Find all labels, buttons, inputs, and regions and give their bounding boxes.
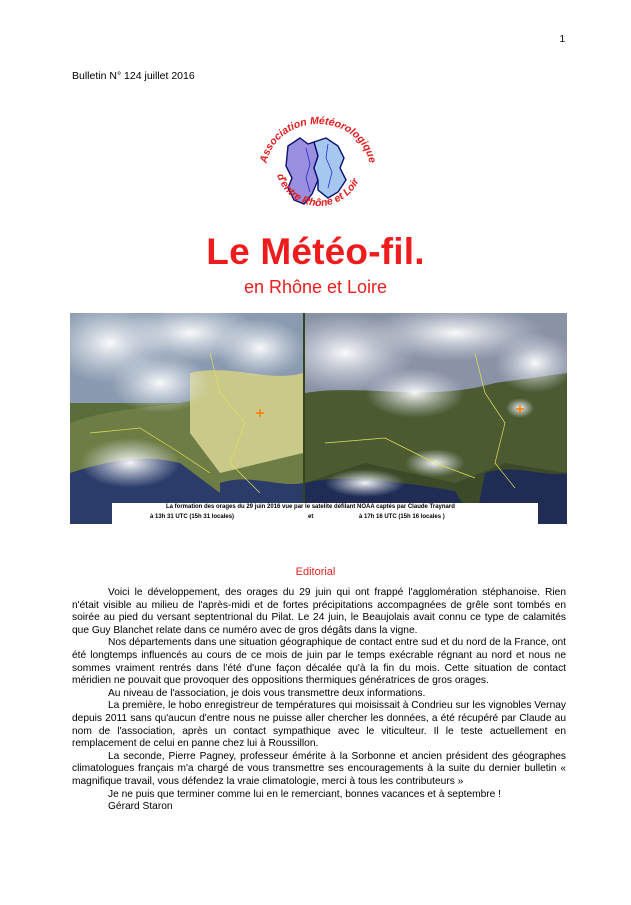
editorial-signature: Gérard Staron	[108, 801, 173, 813]
satellite-image-1331utc	[70, 313, 303, 524]
editorial-paragraph: La première, le hobo enregistreur de températures qui moisissait à Condrieu sur les vignobles Vernay depuis 2011 sans qu'aucun d'entre nous ne puisse aller chercher les données, a été récupéré par Claude au nom de l'association, après un contact sympathique avec le viticulteur. Il le teste actuellement en remplacement de celui en panne chez lui à Roussillon.	[72, 700, 566, 750]
caption-line-1: La formation des orages du 29 juin 2016 vue par le satelite défilant NOAA captés par Claude Traynard	[166, 504, 455, 510]
satellite-images	[70, 313, 567, 524]
caption-time-right: à 17h 16 UTC (15h 16 locales )	[359, 514, 445, 520]
bulletin-subtitle: en Rhône et Loire	[243, 277, 388, 297]
caption-connector: et	[308, 514, 314, 520]
logo-bottom-text: d'entre Rhône et Loir	[274, 171, 362, 210]
bulletin-title: Le Météo-fil.	[206, 231, 425, 272]
bulletin-header: Bulletin N° 124 juillet 2016	[72, 70, 195, 82]
association-logo	[248, 108, 388, 230]
editorial-paragraph: Au niveau de l'association, je dois vous transmettre deux informations.	[108, 687, 426, 699]
editorial-paragraph: Je ne puis que terminer comme lui en le remerciant, bonnes vacances et à septembre !	[108, 788, 501, 800]
satellite-image-1716utc	[305, 313, 567, 524]
editorial-heading: Editorial	[295, 566, 336, 578]
logo-top-text: Association Météorologique	[257, 114, 379, 165]
editorial-paragraph: Nos départements dans une situation géographique de contact entre sud et du nord de la France, ont été longtemps influencés au cours de ce mois de juin par le temps exécrable régnant au nord et nous ne sommes vraiment rentrés dans l'été d'une façon décalée qu'à la fin du mois. Cette situation de contact méridien ne pouvait que provoquer des oppositions thermiques génératrices de gros orages.	[72, 637, 566, 687]
figure-caption	[112, 503, 538, 524]
editorial-paragraph: Voici le développement, des orages du 29 juin qui ont frappé l'agglomération stéphanoise. Rien n'était visible au milieu de l'après-midi et de fortes précipitations accompagnées de grêle sont tombés en soirée au pied du versant septentrional du Pilat. Le 24 juin, le Beaujolais avait connu ce type de calamités que Guy Blanchet relate dans ce numéro avec de gros dégâts dans la vigne.	[72, 587, 566, 636]
editorial-body	[72, 587, 566, 814]
page-number: 1	[559, 34, 565, 45]
caption-time-left: à 13h 31 UTC (15h 31 locales)	[150, 514, 235, 520]
editorial-paragraph: La seconde, Pierre Pagney, professeur émérite à la Sorbonne et ancien président des géographes climatologues français m'a chargé de vous transmettre ses encouragements à la suite du dernier bulletin « magnifique travail, vous défendez la vraie climatologie, merci à tous les contributeurs »	[72, 750, 566, 787]
